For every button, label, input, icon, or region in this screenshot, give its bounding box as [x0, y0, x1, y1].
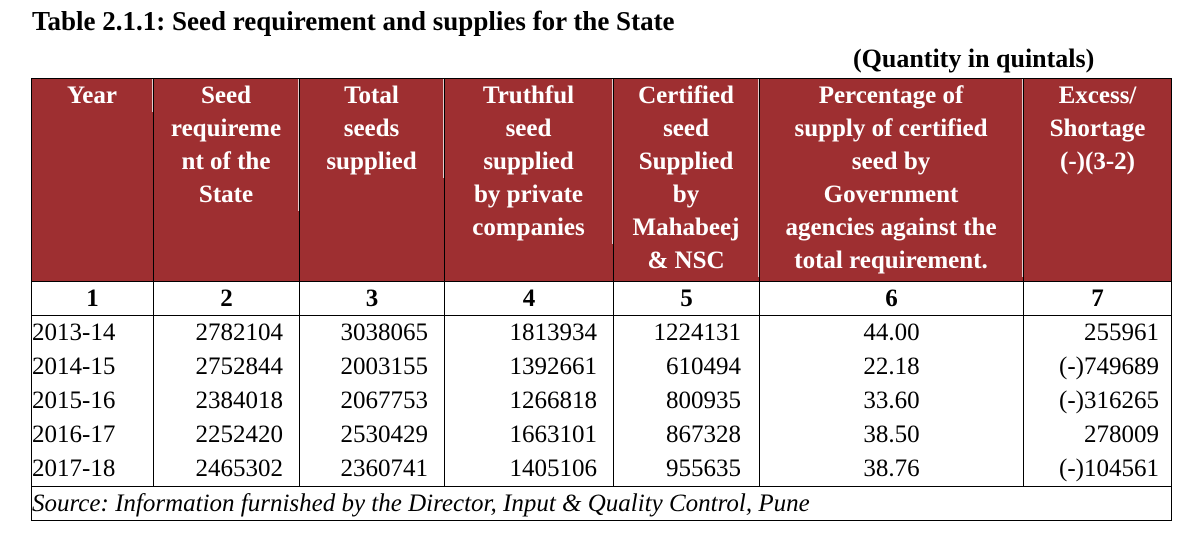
cell-year: 2016-17 [32, 418, 154, 452]
quantity-unit-note: (Quantity in quintals) [853, 44, 1095, 73]
cell-percentage: 22.18 [760, 350, 1024, 384]
header-certified-seed: Certified seed Supplied by Mahabeej & NSC [614, 79, 760, 282]
cell-truthful-seed: 1392661 [445, 350, 614, 384]
header-row [32, 79, 1172, 282]
cell-percentage: 38.76 [760, 452, 1024, 487]
cell-total-supplied: 2003155 [300, 350, 445, 384]
column-number-row [32, 282, 1172, 316]
header-excess-shortage: Excess/ Shortage (-)(3-2) [1024, 79, 1172, 282]
cell-certified-seed: 1224131 [614, 316, 760, 351]
table-row [32, 452, 1172, 487]
column-number: 4 [445, 282, 614, 316]
cell-seed-requirement: 2752844 [154, 350, 300, 384]
cell-truthful-seed: 1813934 [445, 316, 614, 351]
header-percentage-certified: Percentage of supply of certified seed by Government agencies against the total requirement. [760, 79, 1024, 282]
cell-seed-requirement: 2465302 [154, 452, 300, 487]
column-number: 1 [32, 282, 154, 316]
column-number: 7 [1024, 282, 1172, 316]
table-title: Table 2.1.1: Seed requirement and supplies for the State [32, 6, 675, 36]
cell-total-supplied: 3038065 [300, 316, 445, 351]
cell-year: 2015-16 [32, 384, 154, 418]
cell-percentage: 38.50 [760, 418, 1024, 452]
header-truthful-seed: Truthful seed supplied by private companies [445, 79, 614, 282]
cell-certified-seed: 867328 [614, 418, 760, 452]
cell-seed-requirement: 2384018 [154, 384, 300, 418]
cell-year: 2014-15 [32, 350, 154, 384]
cell-percentage: 44.00 [760, 316, 1024, 351]
cell-truthful-seed: 1663101 [445, 418, 614, 452]
cell-certified-seed: 955635 [614, 452, 760, 487]
cell-excess-shortage: (-)316265 [1024, 384, 1172, 418]
cell-percentage: 33.60 [760, 384, 1024, 418]
header-year: Year [32, 79, 154, 282]
cell-truthful-seed: 1405106 [445, 452, 614, 487]
cell-excess-shortage: (-)104561 [1024, 452, 1172, 487]
column-number: 5 [614, 282, 760, 316]
cell-truthful-seed: 1266818 [445, 384, 614, 418]
cell-total-supplied: 2360741 [300, 452, 445, 487]
seed-table [31, 78, 1172, 521]
table-row [32, 384, 1172, 418]
cell-year: 2017-18 [32, 452, 154, 487]
table-row [32, 316, 1172, 351]
source-row [32, 487, 1172, 521]
table-row [32, 418, 1172, 452]
cell-excess-shortage: (-)749689 [1024, 350, 1172, 384]
cell-total-supplied: 2530429 [300, 418, 445, 452]
cell-year: 2013-14 [32, 316, 154, 351]
cell-certified-seed: 610494 [614, 350, 760, 384]
column-number: 3 [300, 282, 445, 316]
source-note: Source: Information furnished by the Director, Input & Quality Control, Pune [32, 487, 1172, 521]
cell-certified-seed: 800935 [614, 384, 760, 418]
cell-total-supplied: 2067753 [300, 384, 445, 418]
table-row [32, 350, 1172, 384]
cell-excess-shortage: 255961 [1024, 316, 1172, 351]
header-total-seeds-supplied: Total seeds supplied [300, 79, 445, 282]
header-seed-requirement: Seed requireme nt of the State [154, 79, 300, 282]
cell-seed-requirement: 2782104 [154, 316, 300, 351]
column-number: 2 [154, 282, 300, 316]
column-number: 6 [760, 282, 1024, 316]
cell-excess-shortage: 278009 [1024, 418, 1172, 452]
cell-seed-requirement: 2252420 [154, 418, 300, 452]
